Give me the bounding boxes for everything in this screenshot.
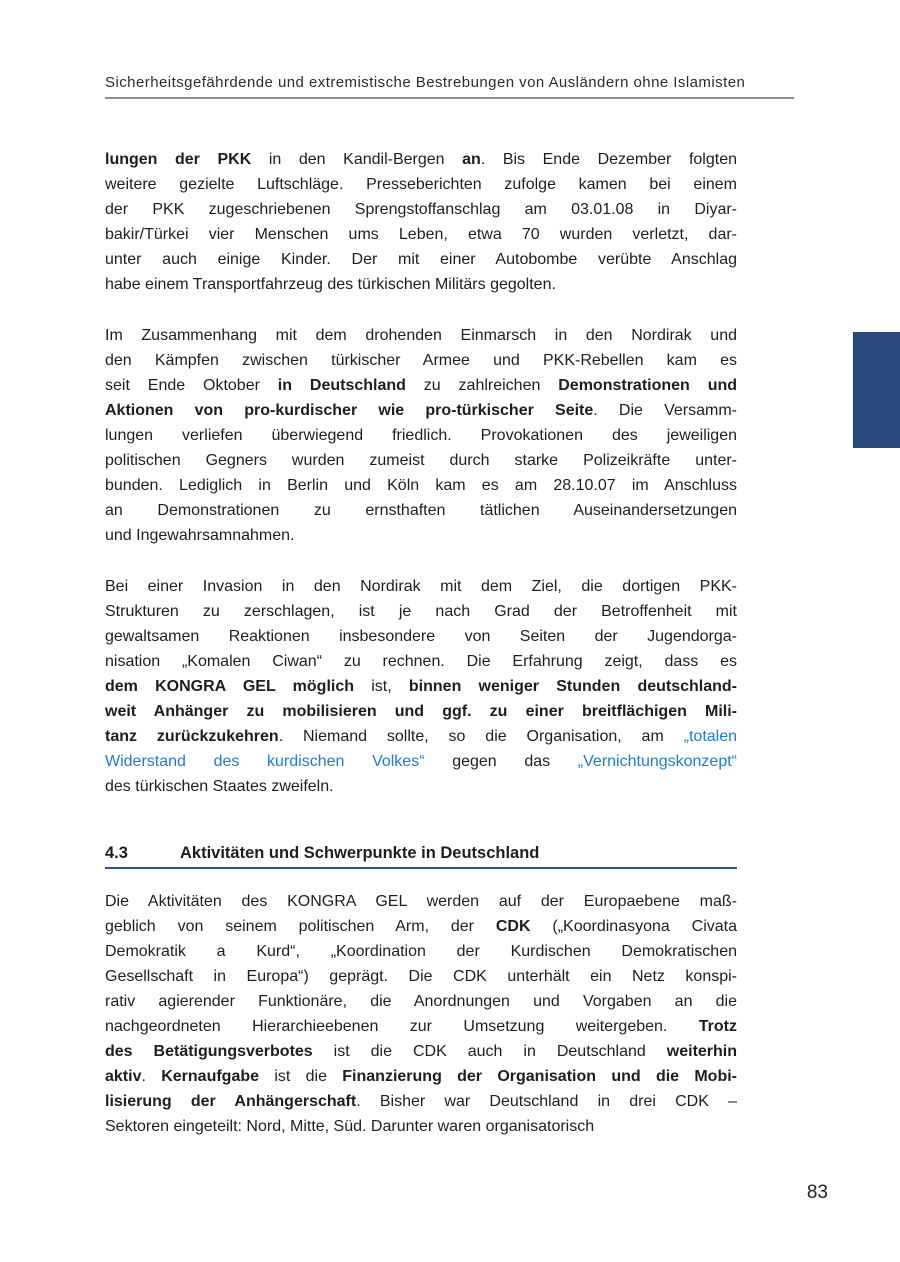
text-run: . Bis Ende Dezember folgten xyxy=(480,151,738,168)
text-run: lungen verliefen überwiegend friedlich. Provokationen des jeweiligen xyxy=(105,427,737,444)
text-line xyxy=(105,699,737,724)
text-line xyxy=(105,398,737,423)
text-run: den Kämpfen zwischen türkischer Armee und PKK-Rebellen kam es xyxy=(105,352,737,369)
text-run: unter auch einige Kinder. Der mit einer Autobombe verübte Anschlag xyxy=(105,251,737,268)
text-run: aktiv xyxy=(105,1068,142,1085)
text-run: gegen das xyxy=(424,753,578,770)
text-run: . Bisher war Deutschland in drei CDK – xyxy=(356,1093,738,1110)
text-line xyxy=(105,774,737,799)
text-line xyxy=(105,1089,737,1114)
paragraph xyxy=(105,147,737,297)
text-run: dem KONGRA GEL möglich xyxy=(105,678,355,695)
text-line xyxy=(105,473,737,498)
text-line xyxy=(105,1014,737,1039)
paragraph xyxy=(105,889,737,1139)
text-run: gewaltsamen Reaktionen insbesondere von Seiten der Jugendorga- xyxy=(105,628,737,645)
body-paragraphs-after-heading xyxy=(105,889,737,1139)
body-paragraphs xyxy=(105,147,737,799)
text-run: tanz zurückzukehren xyxy=(105,728,279,745)
text-run: weit Anhänger zu mobilisieren und ggf. zu einer breitflächigen Mili- xyxy=(105,703,737,720)
text-run: Bei einer Invasion in den Nordirak mit dem Ziel, die dortigen PKK- xyxy=(105,578,737,595)
text-line xyxy=(105,1114,737,1139)
text-line xyxy=(105,172,737,197)
text-line xyxy=(105,599,737,624)
text-line xyxy=(105,448,737,473)
text-run: Im Zusammenhang mit dem drohenden Einmarsch in den Nordirak und xyxy=(105,327,737,344)
text-run: geblich von seinem politischen Arm, der xyxy=(105,918,496,935)
text-run: in den Kandil-Bergen xyxy=(251,151,463,168)
text-line xyxy=(105,1039,737,1064)
text-line xyxy=(105,674,737,699)
text-run: Kernaufgabe xyxy=(161,1068,260,1085)
text-run: nisation „Komalen Ciwan“ zu rechnen. Die Erfahrung zeigt, dass es xyxy=(105,653,737,670)
text-run: des Betätigungsverbotes xyxy=(105,1043,313,1060)
text-run: („Koordinasyona Civata xyxy=(530,918,737,935)
text-line xyxy=(105,348,737,373)
text-run: zu zahlreichen xyxy=(405,377,559,394)
section-title: Aktivitäten und Schwerpunkte in Deutschland xyxy=(180,844,540,862)
text-line xyxy=(105,423,737,448)
text-run: rativ agierender Funktionäre, die Anordnungen und Vorgaben an die xyxy=(105,993,737,1010)
text-run: bakir/Türkei vier Menschen ums Leben, etwa 70 wurden verletzt, dar- xyxy=(105,226,737,243)
text-run: bunden. Lediglich in Berlin und Köln kam es am 28.10.07 im Anschluss xyxy=(105,477,737,494)
text-run: . Niemand sollte, so die Organisation, am xyxy=(278,728,684,745)
text-line xyxy=(105,939,737,964)
text-run: Strukturen zu zerschlagen, ist je nach Grad der Betroffenheit mit xyxy=(105,603,737,620)
text-line xyxy=(105,373,737,398)
highlighted-quote: „Vernichtungskonzept“ xyxy=(577,753,737,770)
text-line xyxy=(105,272,737,297)
page-number: 83 xyxy=(806,1182,828,1203)
text-run: lungen der PKK xyxy=(105,151,252,168)
text-line xyxy=(105,222,737,247)
text-line xyxy=(105,197,737,222)
text-line xyxy=(105,989,737,1014)
text-run: der PKK zugeschriebenen Sprengstoffanschlag am 03.01.08 in Diyar- xyxy=(105,201,737,218)
paragraph xyxy=(105,323,737,548)
text-run: habe einem Transportfahrzeug des türkischen Militärs gegolten. xyxy=(105,276,556,293)
text-run: in Deutschland xyxy=(277,377,406,394)
text-run: politischen Gegners wurden zumeist durch starke Polizeikräfte unter- xyxy=(105,452,737,469)
text-line xyxy=(105,749,737,774)
text-run: weiterhin xyxy=(666,1043,738,1060)
text-line xyxy=(105,323,737,348)
text-run: an Demonstrationen zu ernsthaften tätlichen Auseinandersetzungen xyxy=(105,502,737,519)
text-run: Demokratik a Kurd“, „Koordination der Kurdischen Demokratischen xyxy=(105,943,737,960)
text-line xyxy=(105,247,737,272)
text-run: Finanzierung der Organisation und die Mobi- xyxy=(342,1068,738,1085)
text-line xyxy=(105,574,737,599)
chapter-edge-tab xyxy=(853,332,900,448)
text-run: . Die Versamm- xyxy=(593,402,737,419)
text-run: ist, xyxy=(354,678,409,695)
text-run: Aktionen von pro-kurdischer wie pro-türkischer Seite xyxy=(105,402,594,419)
text-run: lisierung der Anhängerschaft xyxy=(105,1093,357,1110)
text-line xyxy=(105,523,737,548)
text-run: des türkischen Staates zweifeln. xyxy=(105,778,334,795)
text-run: und Ingewahrsamnahmen. xyxy=(105,527,295,544)
text-run: Sektoren eingeteilt: Nord, Mitte, Süd. Darunter waren organisatorisch xyxy=(105,1118,595,1135)
text-line xyxy=(105,889,737,914)
text-run: Die Aktivitäten des KONGRA GEL werden auf der Europaebene maß- xyxy=(105,893,737,910)
section-number: 4.3 xyxy=(105,844,128,862)
text-line xyxy=(105,914,737,939)
paragraph xyxy=(105,574,737,799)
highlighted-quote: Widerstand des kurdischen Volkes“ xyxy=(105,753,425,770)
text-run: Demonstrationen und xyxy=(558,377,738,394)
text-run: Gesellschaft in Europa“) geprägt. Die CDK unterhält ein Netz konspi- xyxy=(105,968,737,985)
text-run: nachgeordneten Hierarchieebenen zur Umsetzung weitergeben. xyxy=(105,1018,699,1035)
text-line xyxy=(105,964,737,989)
text-run: Trotz xyxy=(698,1018,737,1035)
text-run: seit Ende Oktober xyxy=(105,377,278,394)
section-heading xyxy=(105,844,737,869)
text-run: weitere gezielte Luftschläge. Presseberichten zufolge kamen bei einem xyxy=(105,176,737,193)
text-run: binnen weniger Stunden deutschland- xyxy=(408,678,738,695)
text-line xyxy=(105,498,737,523)
text-run: an xyxy=(462,151,481,168)
text-line xyxy=(105,649,737,674)
text-column xyxy=(105,147,737,1165)
text-run: ist die CDK auch in Deutschland xyxy=(312,1043,667,1060)
highlighted-quote: „totalen xyxy=(683,728,738,745)
running-header: Sicherheitsgefährdende und extremistische Bestrebungen von Ausländern ohne Islamisten xyxy=(105,75,794,99)
text-run: . xyxy=(141,1068,162,1085)
text-line xyxy=(105,724,737,749)
text-line xyxy=(105,1064,737,1089)
text-run: CDK xyxy=(495,918,531,935)
text-line xyxy=(105,147,737,172)
text-run: ist die xyxy=(259,1068,343,1085)
text-line xyxy=(105,624,737,649)
